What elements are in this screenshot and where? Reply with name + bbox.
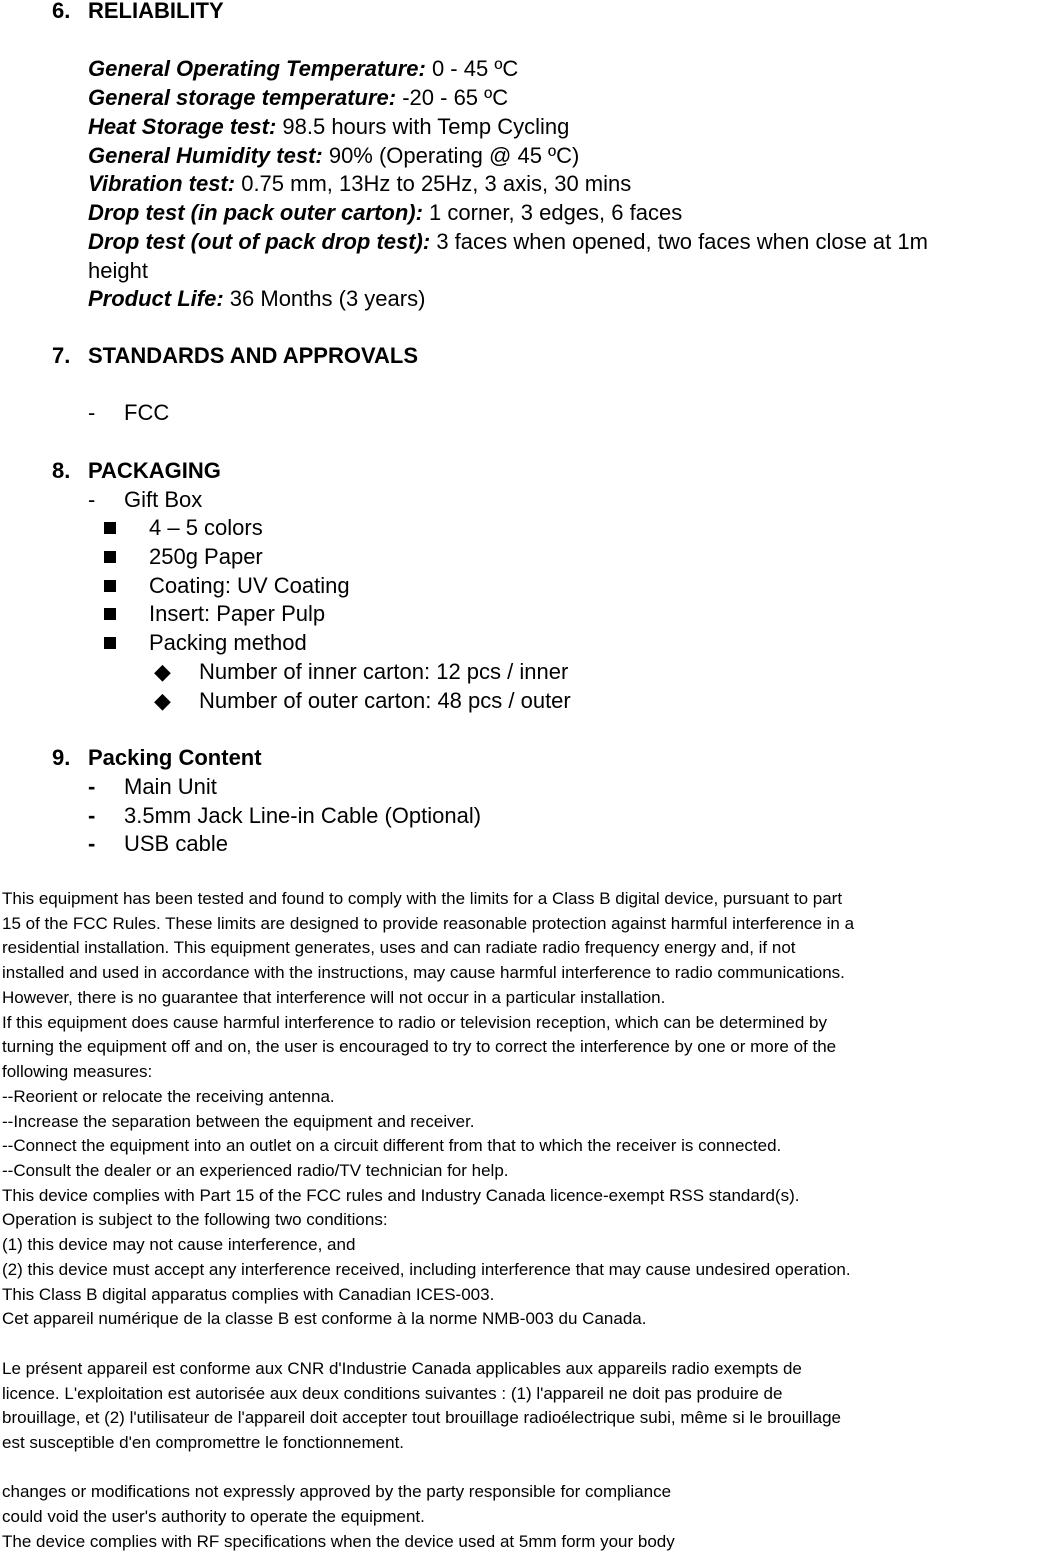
diamond-bullet-icon: ◆: [154, 659, 171, 684]
spec-value: 0 - 45 ºC: [425, 56, 519, 81]
fcc-statement-line: --Increase the separation between the equipment and receiver.: [2, 1112, 475, 1131]
sub-list-item: [0, 686, 1055, 715]
sub-bullet-label: Number of outer carton: 48 pcs / outer: [199, 688, 571, 713]
square-bullet-icon: [104, 522, 116, 534]
sub-bullet-label: Number of inner carton: 12 pcs / inner: [199, 659, 569, 684]
spec-value: 98.5 hours with Temp Cycling: [276, 114, 570, 139]
spec-label: Product Life:: [88, 286, 224, 311]
spec-value: height: [88, 258, 148, 283]
section-heading-packing-content: [0, 743, 1055, 772]
closing-statement-line: could void the user's authority to operate the equipment.: [2, 1507, 425, 1526]
section-title: Packing Content: [88, 745, 262, 770]
dash-marker: -: [88, 400, 96, 425]
spec-line: [88, 284, 425, 313]
fcc-statement-line: installed and used in accordance with the instructions, may cause harmful interference to radio communications.: [2, 963, 845, 982]
section-heading-reliability: [0, 0, 1055, 25]
spec-label: General Humidity test:: [88, 143, 323, 168]
content-item: [0, 801, 1055, 830]
section-title: STANDARDS AND APPROVALS: [88, 343, 419, 368]
fcc-statement-line: residential installation. This equipment generates, uses and can radiate radio frequency energy and, if not: [2, 938, 796, 957]
spec-label: General Operating Temperature:: [88, 56, 426, 81]
packaging-item: [0, 485, 1055, 514]
fcc-statement-line: Cet appareil numérique de la classe B est conforme à la norme NMB-003 du Canada.: [2, 1309, 647, 1328]
list-item: [0, 599, 1055, 628]
content-item: [0, 772, 1055, 801]
spec-line: [88, 112, 569, 141]
fcc-statement-line: However, there is no guarantee that interference will not occur in a particular installation.: [2, 988, 666, 1007]
fcc-statement-line: This device complies with Part 15 of the FCC rules and Industry Canada licence-exempt RSS standard(s).: [2, 1186, 800, 1205]
french-statement-line: brouillage, et (2) l'utilisateur de l'appareil doit accepter tout brouillage radioélectrique subi, même si le brouillage: [2, 1408, 842, 1427]
content-item-label: USB cable: [124, 831, 228, 856]
spec-line: [88, 198, 682, 227]
section-number: 9.: [52, 745, 71, 770]
fcc-statement-line: (2) this device must accept any interference received, including interference that may cause undesired operation.: [2, 1260, 851, 1279]
section-title: RELIABILITY: [88, 0, 224, 23]
fcc-statement-line: following measures:: [2, 1062, 153, 1081]
fcc-statement-line: Operation is subject to the following two conditions:: [2, 1210, 388, 1229]
list-item: [0, 542, 1055, 571]
square-bullet-icon: [104, 608, 116, 620]
section-heading-packaging: [0, 456, 1055, 485]
fcc-statement-line: turning the equipment off and on, the user is encouraged to try to correct the interference by one or more of the: [2, 1037, 837, 1056]
spec-label: Vibration test:: [88, 171, 236, 196]
content-item-label: Main Unit: [124, 774, 217, 799]
dash-marker: -: [88, 774, 96, 799]
packaging-item-label: Gift Box: [124, 487, 203, 512]
spec-line: [88, 54, 518, 83]
list-item: [0, 513, 1055, 542]
fcc-statement-line: 15 of the FCC Rules. These limits are designed to provide reasonable protection against harmful interference in a: [2, 914, 855, 933]
fcc-statement-line: --Consult the dealer or an experienced radio/TV technician for help.: [2, 1161, 509, 1180]
french-statement-line: Le présent appareil est conforme aux CNR d'Industrie Canada applicables aux appareils radio exempts de: [2, 1359, 802, 1378]
diamond-bullet-icon: ◆: [154, 688, 171, 713]
spec-label: Drop test (in pack outer carton):: [88, 200, 423, 225]
section-number: 6.: [52, 0, 71, 23]
fcc-statement-line: --Reorient or relocate the receiving antenna.: [2, 1087, 335, 1106]
bullet-label: Insert: Paper Pulp: [149, 601, 326, 626]
spec-value: 0.75 mm, 13Hz to 25Hz, 3 axis, 30 mins: [235, 171, 632, 196]
square-bullet-icon: [104, 551, 116, 563]
spec-label: General storage temperature:: [88, 85, 397, 110]
section-heading-standards: [0, 341, 1055, 370]
bullet-label: 250g Paper: [149, 544, 263, 569]
list-item: [0, 628, 1055, 657]
spec-line: [88, 169, 631, 198]
fcc-statement-line: This equipment has been tested and found to comply with the limits for a Class B digital device, pursuant to part: [2, 889, 843, 908]
standards-item-label: FCC: [124, 400, 170, 425]
fcc-statement-line: (1) this device may not cause interference, and: [2, 1235, 356, 1254]
spec-line: [88, 141, 579, 170]
spec-line: [88, 256, 148, 285]
spec-label: Heat Storage test:: [88, 114, 277, 139]
french-statement-line: licence. L'exploitation est autorisée aux deux conditions suivantes : (1) l'appareil ne doit pas produire de: [2, 1384, 783, 1403]
spec-value: -20 - 65 ºC: [396, 85, 509, 110]
fcc-statement-line: This Class B digital apparatus complies with Canadian ICES-003.: [2, 1285, 495, 1304]
section-number: 8.: [52, 458, 71, 483]
dash-marker: -: [88, 831, 96, 856]
spec-line: [88, 83, 508, 112]
spec-value: 1 corner, 3 edges, 6 faces: [422, 200, 683, 225]
fcc-statement-line: If this equipment does cause harmful interference to radio or television reception, which can be determined by: [2, 1013, 827, 1032]
french-statement-line: est susceptible d'en compromettre le fonctionnement.: [2, 1433, 405, 1452]
bullet-label: Packing method: [149, 630, 307, 655]
square-bullet-icon: [104, 580, 116, 592]
bullet-label: Coating: UV Coating: [149, 573, 350, 598]
spec-value: 3 faces when opened, two faces when close at 1m: [430, 229, 928, 254]
spec-label: Drop test (out of pack drop test):: [88, 229, 431, 254]
section-title: PACKAGING: [88, 458, 221, 483]
fcc-statement-line: --Connect the equipment into an outlet on a circuit different from that to which the receiver is connected.: [2, 1136, 782, 1155]
closing-statement-line: changes or modifications not expressly approved by the party responsible for compliance: [2, 1482, 672, 1501]
bullet-label: 4 – 5 colors: [149, 515, 263, 540]
dash-marker: -: [88, 803, 96, 828]
content-item-label: 3.5mm Jack Line-in Cable (Optional): [124, 803, 482, 828]
section-number: 7.: [52, 343, 71, 368]
sub-list-item: [0, 657, 1055, 686]
dash-marker: -: [88, 487, 96, 512]
content-item: [0, 829, 1055, 858]
square-bullet-icon: [104, 637, 116, 649]
spec-value: 36 Months (3 years): [223, 286, 426, 311]
spec-value: 90% (Operating @ 45 ºC): [322, 143, 580, 168]
standards-item: [0, 398, 1055, 427]
closing-statement-line: The device complies with RF specifications when the device used at 5mm form your body: [2, 1532, 675, 1551]
spec-line: [88, 227, 928, 256]
list-item: [0, 571, 1055, 600]
